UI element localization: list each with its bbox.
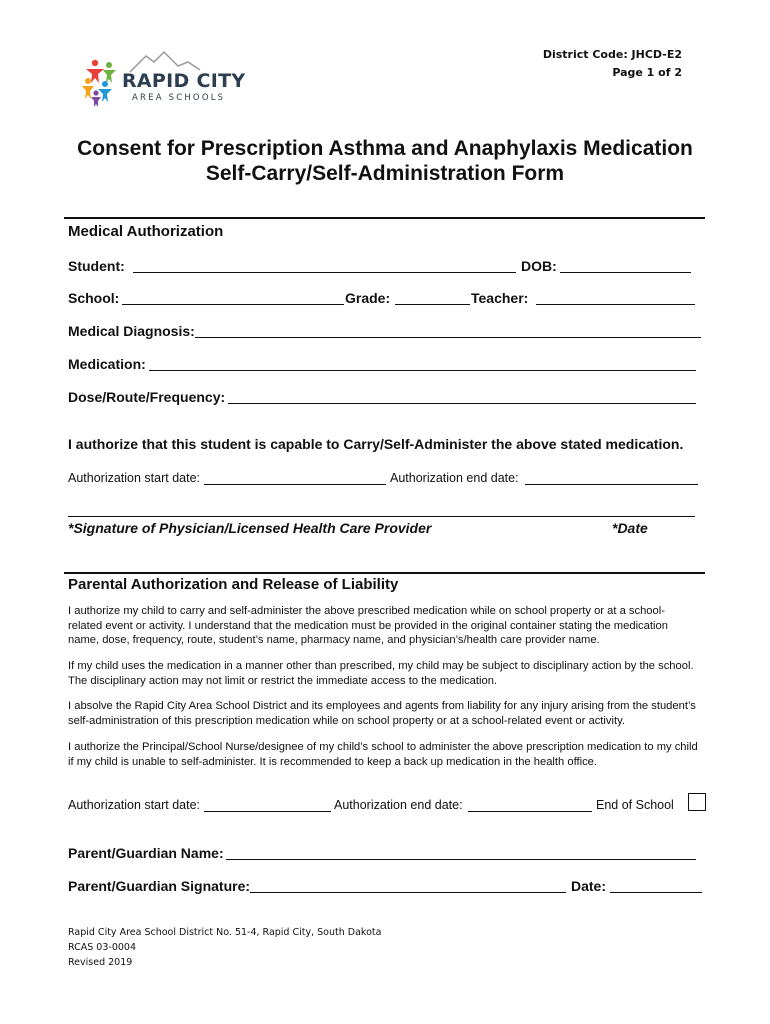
grade-label: Grade: (345, 290, 391, 306)
school-label: School: (68, 290, 120, 306)
authorize-statement: I authorize that this student is capable to Carry/Self-Administer the above stated medication. (68, 436, 684, 452)
end-of-school-label: End of School (596, 798, 674, 812)
end-of-school-checkbox[interactable] (688, 793, 706, 811)
parent-start-label: Authorization start date: (68, 798, 201, 812)
dose-label: Dose/Route/Frequency: (68, 389, 226, 405)
diagnosis-label: Medical Diagnosis: (68, 323, 195, 339)
guardian-signature-label: Parent/Guardian Signature: (68, 878, 251, 894)
dose-field[interactable] (228, 389, 696, 404)
physician-date-label: *Date (612, 520, 648, 536)
medical-section-heading: Medical Authorization (68, 223, 224, 240)
diagnosis-field[interactable] (195, 323, 701, 338)
form-title-line1: Consent for Prescription Asthma and Anaphylaxis Medication (77, 137, 693, 160)
grade-field[interactable] (395, 290, 470, 305)
footer-revised: Revised 2019 (68, 957, 133, 968)
teacher-label: Teacher: (471, 290, 529, 306)
parental-paragraph-1: I authorize my child to carry and self-administer the above prescribed medication while on school property or at a school-related event or activity. I understand that the medication must be provided in the original container stating the medication name, dose, frequency, route, student’s name, pharmacy name, and physician’s/health care provider name. (68, 605, 668, 646)
medication-label: Medication: (68, 356, 146, 372)
physician-signature-label: *Signature of Physician/Licensed Health Care Provider (68, 520, 432, 536)
guardian-signature-field[interactable] (250, 878, 566, 893)
parental-section-heading: Parental Authorization and Release of Liability (68, 576, 399, 593)
page-number: Page 1 of 2 (612, 66, 682, 79)
physician-end-label: Authorization end date: (390, 471, 519, 485)
dob-field[interactable] (560, 258, 691, 273)
logo-subtitle: AREA SCHOOLS (132, 93, 226, 103)
guardian-name-field[interactable] (226, 845, 696, 860)
district-code: District Code: JHCD-E2 (542, 48, 682, 61)
dob-label: DOB: (521, 258, 557, 274)
section-divider (64, 572, 705, 574)
student-label: Student: (68, 258, 125, 274)
guardian-name-label: Parent/Guardian Name: (68, 845, 224, 861)
footer (68, 925, 381, 970)
parental-paragraph-3: I absolve the Rapid City Area School District and its employees and agents from liability for any injury arising from the student’s self-administration of this prescription medication while on school property or at a school-related event or activity. (68, 700, 696, 727)
physician-signature-field[interactable] (68, 516, 695, 517)
parental-paragraph-2: If my child uses the medication in a manner other than prescribed, my child may be subject to disciplinary action by the school. The disciplinary action may not limit or restrict the immediate access to the medication. (68, 660, 694, 687)
teacher-field[interactable] (536, 290, 695, 305)
school-field[interactable] (122, 290, 344, 305)
medication-field[interactable] (149, 356, 696, 371)
guardian-date-label: Date: (571, 878, 607, 894)
physician-start-label: Authorization start date: (68, 471, 201, 485)
footer-district: Rapid City Area School District No. 51-4, Rapid City, South Dakota (68, 927, 382, 938)
parent-start-field[interactable] (204, 797, 331, 812)
physician-end-field[interactable] (525, 470, 698, 485)
physician-start-field[interactable] (204, 470, 386, 485)
guardian-date-field[interactable] (610, 878, 702, 893)
footer-form-code: RCAS 03-0004 (68, 942, 137, 953)
form-title-line2: Self-Carry/Self-Administration Form (205, 162, 565, 185)
section-divider (64, 217, 705, 219)
parental-paragraph-4: I authorize the Principal/School Nurse/designee of my child’s school to administer the above prescription medication to my child if my child is unable to self-administer. It is recommended to keep a back up medication in the health office. (68, 741, 698, 768)
school-logo (80, 50, 250, 108)
student-field[interactable] (133, 258, 516, 273)
parent-end-field[interactable] (468, 797, 592, 812)
parent-end-label: Authorization end date: (334, 798, 463, 812)
logo-name: RAPID CITY (122, 70, 246, 92)
